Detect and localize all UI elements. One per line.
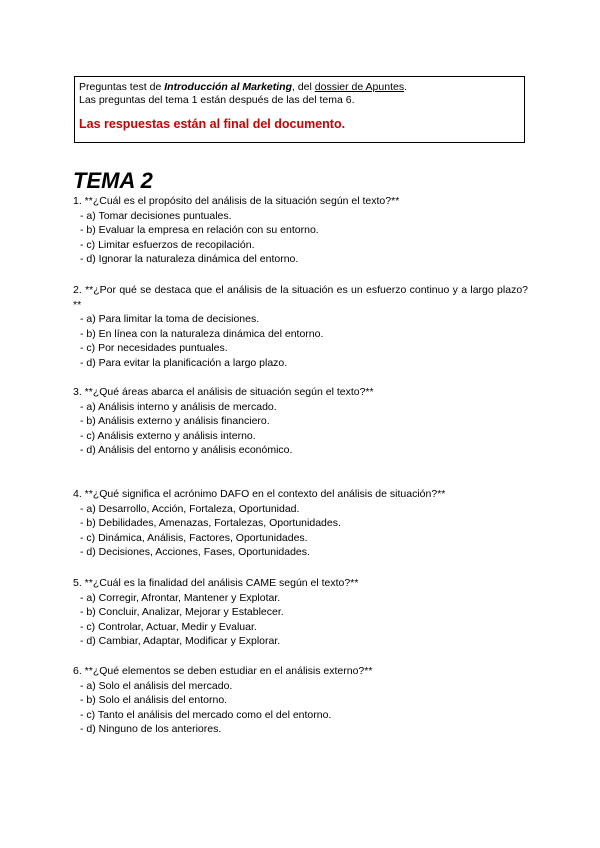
question-stem: 4. **¿Qué significa el acrónimo DAFO en el contexto del análisis de situación?**: [73, 488, 446, 500]
question-1: [73, 194, 528, 267]
question-stem: 3. **¿Qué áreas abarca el análisis de situación según el texto?**: [73, 386, 374, 398]
answer-option: - b) Concluir, Analizar, Mejorar y Establecer.: [80, 606, 284, 619]
course-title: Introducción al Marketing: [164, 81, 292, 93]
answer-option: - b) Debilidades, Amenazas, Fortalezas, Oportunidades.: [80, 517, 341, 530]
answer-option: - d) Decisiones, Acciones, Fases, Oportunidades.: [80, 546, 310, 559]
answer-option: - a) Solo el análisis del mercado.: [80, 679, 233, 692]
answer-option: - d) Ignorar la naturaleza dinámica del entorno.: [80, 253, 299, 266]
question-3: [73, 385, 528, 458]
answer-option: - b) Evaluar la empresa en relación con su entorno.: [80, 224, 319, 237]
answer-option: - b) Solo el análisis del entorno.: [80, 694, 228, 707]
header-line-2: Las preguntas del tema 1 están después de las del tema 6.: [79, 94, 355, 106]
answer-option: - d) Cambiar, Adaptar, Modificar y Explorar.: [80, 635, 281, 648]
question-6: [73, 664, 528, 737]
header-line-1-prefix: Preguntas test de: [79, 81, 165, 93]
answer-option: - c) Tanto el análisis del mercado como el del entorno.: [80, 708, 332, 721]
answer-option: - d) Para evitar la planificación a largo plazo.: [80, 356, 288, 369]
answer-option: - d) Ninguno de los anteriores.: [80, 723, 222, 736]
question-stem: 5. **¿Cuál es la finalidad del análisis CAME según el texto?**: [73, 577, 359, 589]
answer-option: - a) Corregir, Afrontar, Mantener y Explotar.: [80, 591, 281, 604]
answer-option: - c) Limitar esfuerzos de recopilación.: [80, 238, 255, 251]
answer-option: - d) Análisis del entorno y análisis económico.: [80, 444, 293, 457]
answer-option: - a) Para limitar la toma de decisiones.: [80, 313, 260, 326]
answers-warning: Las respuestas están al final del documento.: [79, 117, 346, 131]
question-stem: 1. **¿Cuál es el propósito del análisis de la situación según el texto?**: [73, 195, 400, 207]
dossier-link[interactable]: dossier de Apuntes: [314, 81, 405, 93]
answer-option: - c) Dinámica, Análisis, Factores, Oportunidades.: [80, 531, 308, 544]
header-notice-box: [74, 76, 525, 143]
answer-option: - a) Desarrollo, Acción, Fortaleza, Oportunidad.: [80, 502, 300, 515]
question-stem: 2. **¿Por qué se destaca que el análisis de la situación es un esfuerzo continuo y a largo plazo?**: [73, 284, 528, 311]
question-4: [73, 487, 528, 560]
answer-option: - a) Tomar decisiones puntuales.: [80, 209, 232, 222]
answer-option: - c) Por necesidades puntuales.: [80, 342, 228, 355]
question-2: [73, 283, 528, 371]
question-stem: 6. **¿Qué elementos se deben estudiar en el análisis externo?**: [73, 665, 373, 677]
header-line-1-middle: , del: [292, 81, 315, 93]
answer-option: - b) En línea con la naturaleza dinámica del entorno.: [80, 327, 324, 340]
answer-option: - b) Análisis externo y análisis financiero.: [80, 415, 270, 428]
header-line-1-suffix: .: [404, 81, 407, 93]
question-5: [73, 576, 528, 649]
section-title: TEMA 2: [73, 168, 153, 193]
answer-option: - c) Análisis externo y análisis interno.: [80, 429, 256, 442]
header-line-1: [79, 81, 520, 94]
answer-option: - a) Análisis interno y análisis de mercado.: [80, 400, 277, 413]
answer-option: - c) Controlar, Actuar, Medir y Evaluar.: [80, 620, 257, 633]
